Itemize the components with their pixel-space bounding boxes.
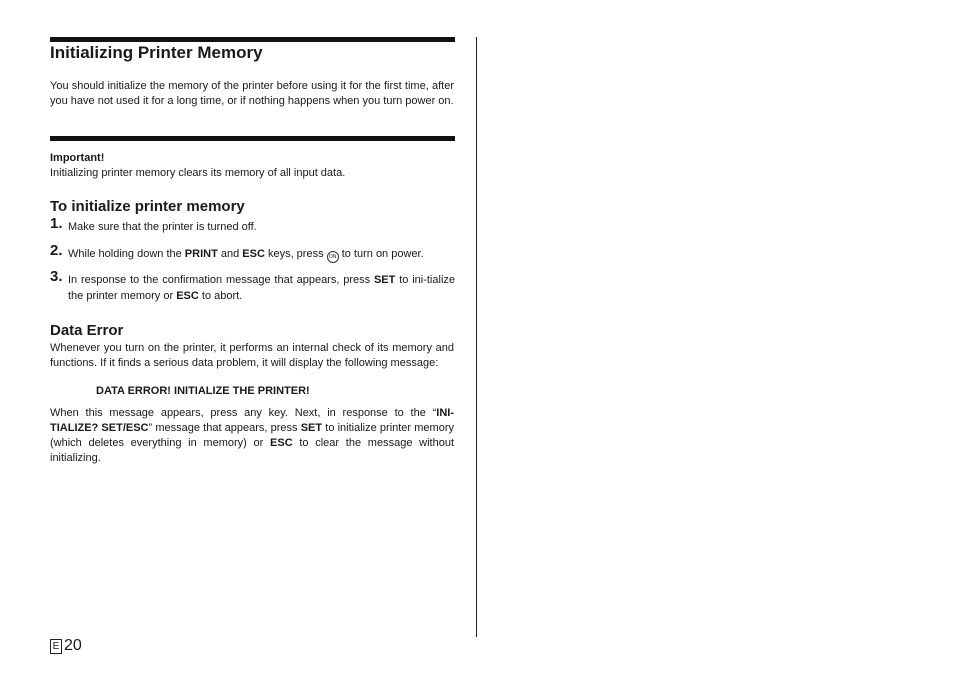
column-divider <box>476 37 477 637</box>
data-error-heading: Data Error <box>50 322 124 339</box>
language-marker: E <box>50 639 62 654</box>
step-text: While holding down the PRINT and ESC keys, press ON to turn on power. <box>68 246 455 263</box>
top-rule <box>50 37 455 42</box>
set-key: SET <box>373 274 396 286</box>
step-text: In response to the confirmation message that appears, press SET to ini-tialize the printer memory or ESC to abort. <box>68 274 456 302</box>
step-1 <box>50 215 455 235</box>
esc-key: ESC <box>176 290 199 302</box>
page-number: 20 <box>64 637 82 654</box>
step-text: Make sure that the printer is turned off. <box>68 221 257 233</box>
important-text: Initializing printer memory clears its memory of all input data. <box>50 167 346 179</box>
intro-paragraph: You should initialize the memory of the printer before using it for the first time, after you have not used it for a long time, or if nothing happens when you turn power on. <box>50 80 454 107</box>
important-note <box>50 151 454 181</box>
page-title: Initializing Printer Memory <box>50 43 263 62</box>
error-message: DATA ERROR! INITIALIZE THE PRINTER! <box>96 385 310 397</box>
section-rule <box>50 136 455 141</box>
step-2 <box>50 242 455 263</box>
step-number: 2. <box>50 242 63 259</box>
step-number: 1. <box>50 215 63 232</box>
esc-key: ESC <box>242 248 265 260</box>
page-footer <box>50 637 82 655</box>
print-key: PRINT <box>184 248 218 260</box>
data-error-instructions: When this message appears, press any key. Next, in response to the “INI-TIALIZE? SET/ESC” message that appears, press SET to initialize printer memory (which deletes everything in memory) or ESC to clear the message without initializing. <box>50 407 454 464</box>
step-3 <box>50 268 456 304</box>
on-key-icon: ON <box>327 251 339 263</box>
procedure-heading: To initialize printer memory <box>50 198 245 215</box>
step-number: 3. <box>50 268 63 285</box>
data-error-paragraph: Whenever you turn on the printer, it performs an internal check of its memory and functions. If it finds a serious data problem, it will display the following message: <box>50 342 454 369</box>
important-label: Important! <box>50 152 105 164</box>
